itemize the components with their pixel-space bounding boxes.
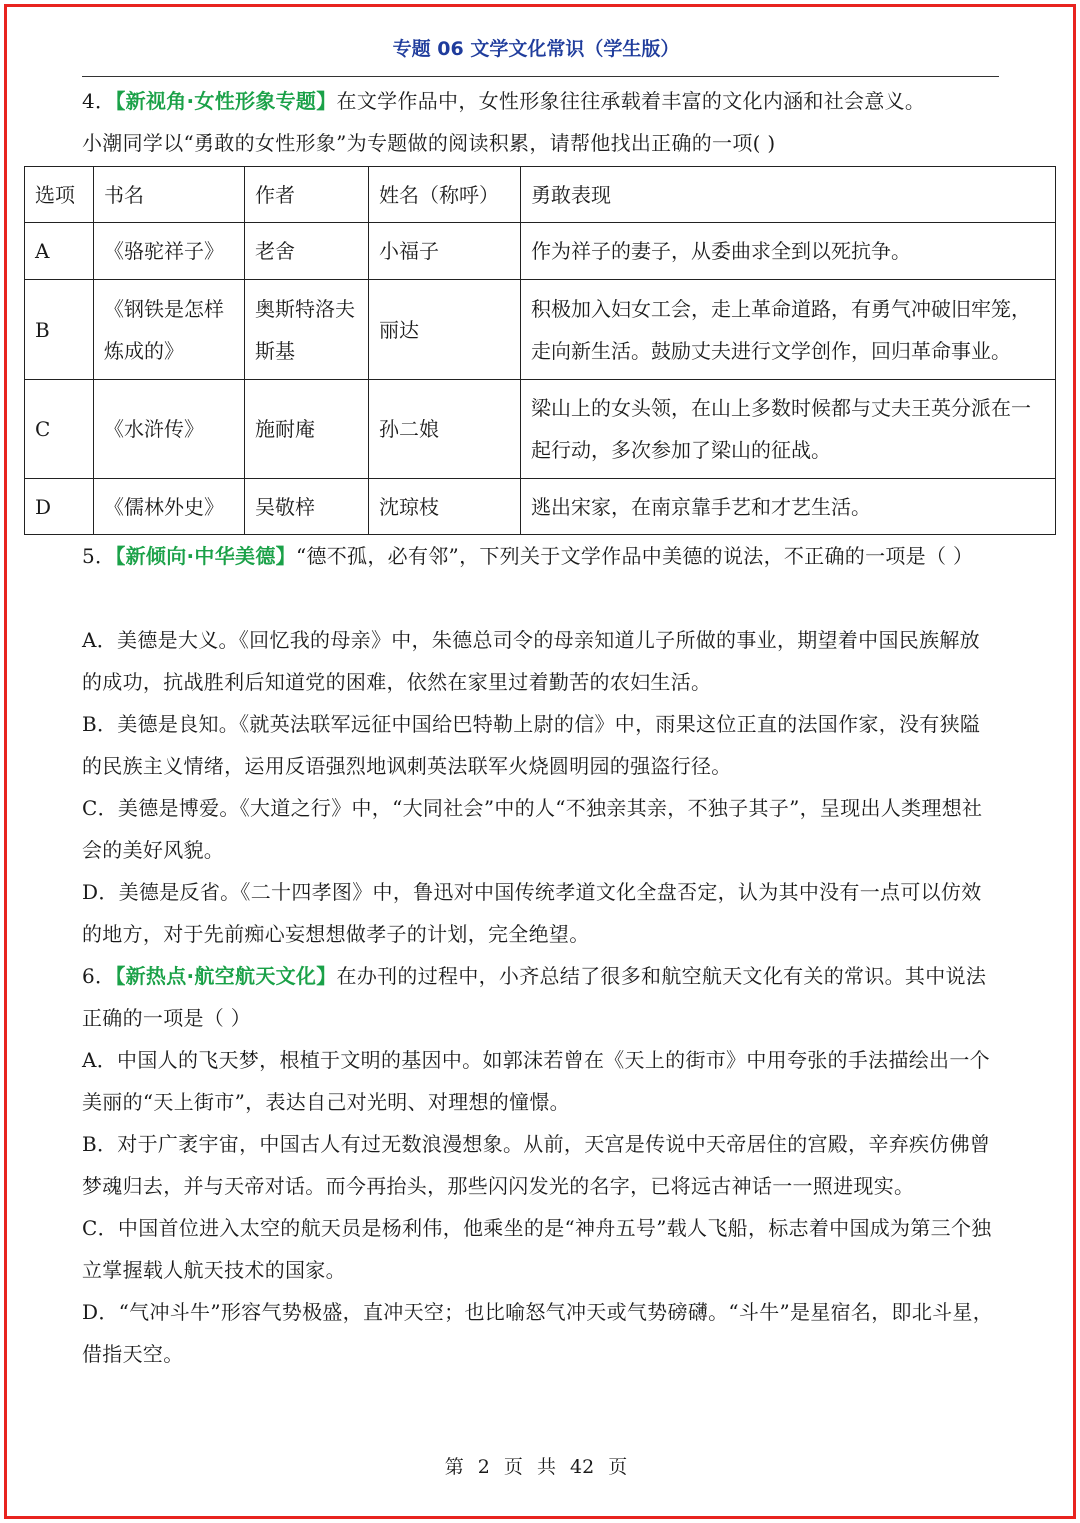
question-4-stem-line2: 小潮同学以“勇敢的女性形象”为专题做的阅读积累，请帮他找出正确的一项( ): [82, 131, 776, 155]
question-6-stem: [82, 955, 1000, 1039]
question-number: 4．: [82, 89, 116, 113]
table-row: [25, 280, 1056, 380]
author-cell: 老舍: [245, 223, 369, 280]
question-text: 在文学作品中，女性形象往往承载着丰富的文化内涵和社会意义。: [336, 89, 926, 113]
option-cell: A: [25, 223, 94, 280]
question-5-option-b: B．美德是良知。《就英法联军远征中国给巴特勒上尉的信》中，雨果这位正直的法国作家，没有狭隘的民族主义情绪，运用反语强烈地讽刺英法联军火烧圆明园的强盗行径。: [82, 712, 981, 778]
table-header-cell: 勇敢表现: [521, 167, 1056, 223]
author-cell: 施耐庵: [245, 380, 369, 479]
question-number: 5．: [82, 544, 116, 568]
author-cell: 吴敬梓: [245, 479, 369, 535]
table-header-cell: 作者: [245, 167, 369, 223]
deed-cell: 积极加入妇女工会，走上革命道路，有勇气冲破旧牢笼，走向新生活。鼓励丈夫进行文学创作，回归革命事业。: [521, 280, 1056, 380]
book-cell: 《水浒传》: [94, 380, 245, 479]
question-text: 在办刊的过程中，小齐总结了很多和航空航天文化有关的常识。其中说法正确的一项是（ ）: [82, 964, 987, 1030]
author-cell: 奥斯特洛夫斯基: [245, 280, 369, 380]
question-5-option-d: D．美德是反省。《二十四孝图》中，鲁迅对中国传统孝道文化全盘否定，认为其中没有一点可以仿效的地方，对于先前痴心妄想想做孝子的计划，完全绝望。: [82, 880, 982, 946]
book-cell: 《钢铁是怎样炼成的》: [94, 280, 245, 380]
page-number: 第 2 页 共 42 页: [444, 1456, 628, 1478]
table-header-cell: 选项: [25, 167, 94, 223]
deed-cell: 逃出宋家，在南京靠手艺和才艺生活。: [521, 479, 1056, 535]
question-4-stem: [82, 80, 1000, 122]
table-header-cell: 姓名（称呼）: [369, 167, 521, 223]
question-5-option-c: C．美德是博爱。《大道之行》中，“大同社会”中的人“不独亲其亲，不独子其子”，呈现出人类理想社会的美好风貌。: [82, 796, 983, 862]
question-6-option-d: D．“气冲斗牛”形容气势极盛，直冲天空；也比喻怒气冲天或气势磅礴。“斗牛”是星宿名，即北斗星，借指天空。: [82, 1300, 994, 1366]
book-cell: 《儒林外史》: [94, 479, 245, 535]
question-tag: 【新热点·航空航天文化】: [115, 964, 337, 988]
table-row: [25, 380, 1056, 479]
option-cell: D: [25, 479, 94, 535]
name-cell: 孙二娘: [369, 380, 521, 479]
name-cell: 小福子: [369, 223, 521, 280]
table-header-row: [25, 167, 1056, 223]
header-divider: [82, 76, 999, 77]
question-number: 6．: [82, 964, 116, 988]
question-5-stem: [82, 535, 1000, 577]
question-4-table: [24, 166, 1056, 535]
question-text: “德不孤，必有邻”，下列关于文学作品中美德的说法，不正确的一项是（ ）: [295, 544, 974, 568]
deed-cell: 梁山上的女头领，在山上多数时候都与丈夫王英分派在一起行动，多次参加了梁山的征战。: [521, 380, 1056, 479]
table-row: [25, 479, 1056, 535]
book-cell: 《骆驼祥子》: [94, 223, 245, 280]
option-cell: C: [25, 380, 94, 479]
question-6-option-b: B．对于广袤宇宙，中国古人有过无数浪漫想象。从前，天宫是传说中天帝居住的宫殿，辛弃疾仿佛曾梦魂归去，并与天帝对话。而今再抬头，那些闪闪发光的名字，已将远古神话一一照进现实。: [82, 1132, 991, 1198]
deed-cell: 作为祥子的妻子，从委曲求全到以死抗争。: [521, 223, 1056, 280]
name-cell: 沈琼枝: [369, 479, 521, 535]
question-5-option-a: A．美德是大义。《回忆我的母亲》中，朱德总司令的母亲知道儿子所做的事业，期望着中国民族解放的成功，抗战胜利后知道党的困难，依然在家里过着勤苦的农妇生活。: [82, 628, 980, 694]
page-title: 专题 06 文学文化常识（学生版）: [392, 38, 680, 60]
option-cell: B: [25, 280, 94, 380]
name-cell: 丽达: [369, 280, 521, 380]
question-6-option-a: A．中国人的飞天梦，根植于文明的基因中。如郭沫若曾在《天上的街市》中用夸张的手法描绘出一个美丽的“天上街市”，表达自己对光明、对理想的憧憬。: [82, 1048, 990, 1114]
table-header-cell: 书名: [94, 167, 245, 223]
question-tag: 【新倾向·中华美德】: [115, 544, 296, 568]
table-row: [25, 223, 1056, 280]
question-6-option-c: C．中国首位进入太空的航天员是杨利伟，他乘坐的是“神舟五号”载人飞船，标志着中国成为第三个独立掌握载人航天技术的国家。: [82, 1216, 992, 1282]
question-tag: 【新视角·女性形象专题】: [115, 89, 337, 113]
